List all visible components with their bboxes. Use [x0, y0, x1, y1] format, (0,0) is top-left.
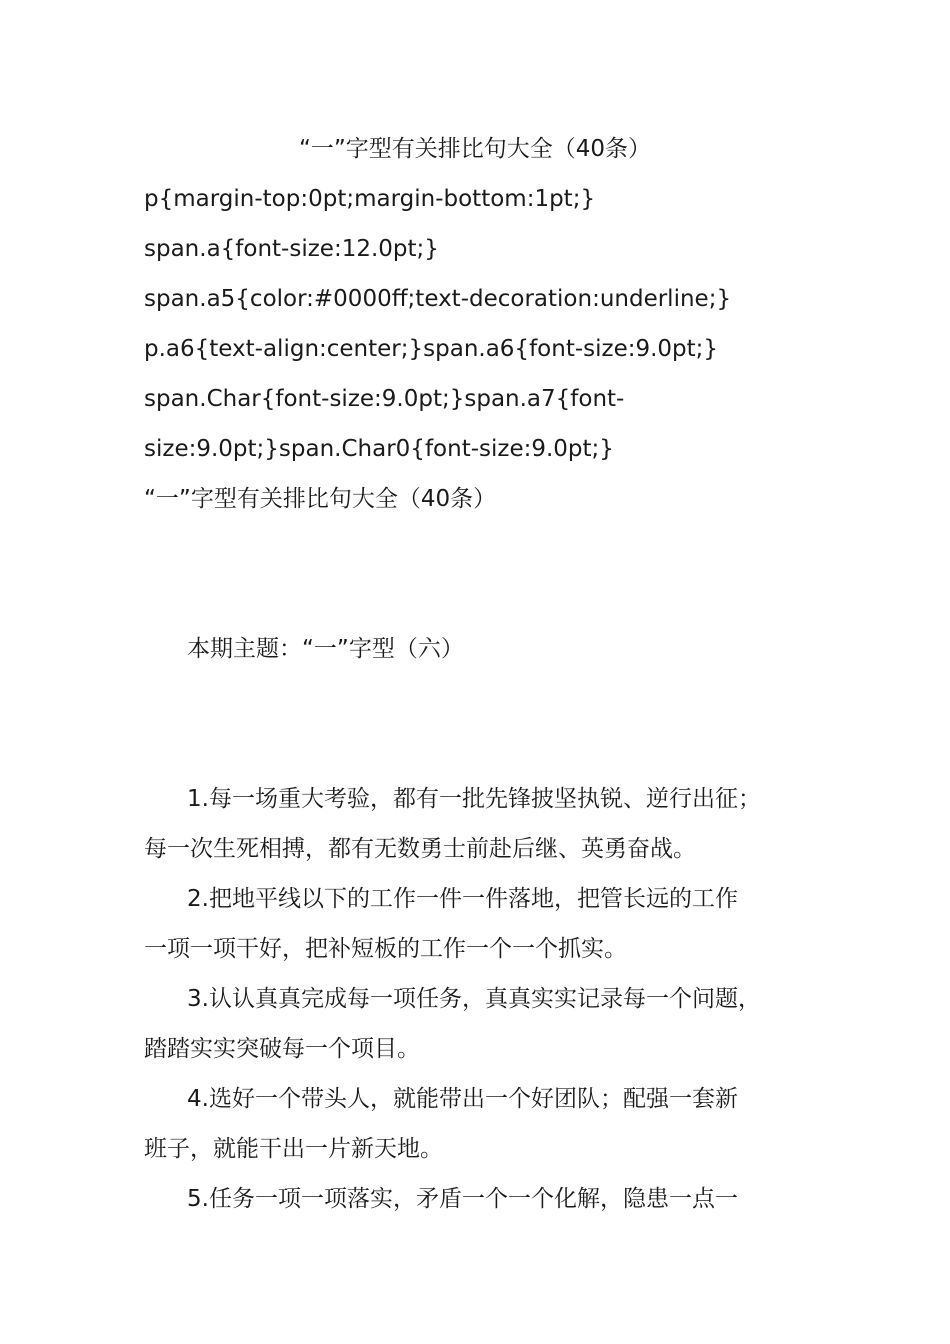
- list-item-line: 5.任务一项一项落实，矛盾一个一个化解，隐患一点一: [187, 1186, 738, 1212]
- css-text-line: p{margin-top:0pt;margin-bottom:1pt;}: [144, 186, 596, 212]
- css-text-line: p.a6{text-align:center;}span.a6{font-size:9.0pt;}: [144, 336, 719, 362]
- css-text-line: size:9.0pt;}span.Char0{font-size:9.0pt;}: [144, 436, 614, 462]
- theme-line: 本期主题：“一”字型（六）: [187, 636, 464, 662]
- list-item-line: 3.认认真真完成每一项任务，真真实实记录每一个问题，: [187, 986, 761, 1012]
- list-item-line: 每一次生死相搏，都有无数勇士前赴后继、英勇奋战。: [144, 836, 696, 862]
- list-item-line: 1.每一场重大考验，都有一批先锋披坚执锐、逆行出征；: [187, 786, 761, 812]
- document-subtitle: “一”字型有关排比句大全（40条）: [144, 486, 497, 512]
- page-title: “一”字型有关排比句大全（40条）: [298, 136, 652, 162]
- css-text-line: span.a{font-size:12.0pt;}: [144, 236, 439, 262]
- list-item-line: 踏踏实实突破每一个项目。: [144, 1036, 420, 1062]
- list-item-line: 2.把地平线以下的工作一件一件落地，把管长远的工作: [187, 886, 738, 912]
- css-text-line: span.a5{color:#0000ff;text-decoration:underline;}: [144, 286, 732, 312]
- css-text-line: span.Char{font-size:9.0pt;}span.a7{font-: [144, 386, 625, 412]
- list-item-line: 一项一项干好，把补短板的工作一个一个抓实。: [144, 936, 627, 962]
- list-item-line: 班子，就能干出一片新天地。: [144, 1136, 443, 1162]
- list-item-line: 4.选好一个带头人，就能带出一个好团队；配强一套新: [187, 1086, 738, 1112]
